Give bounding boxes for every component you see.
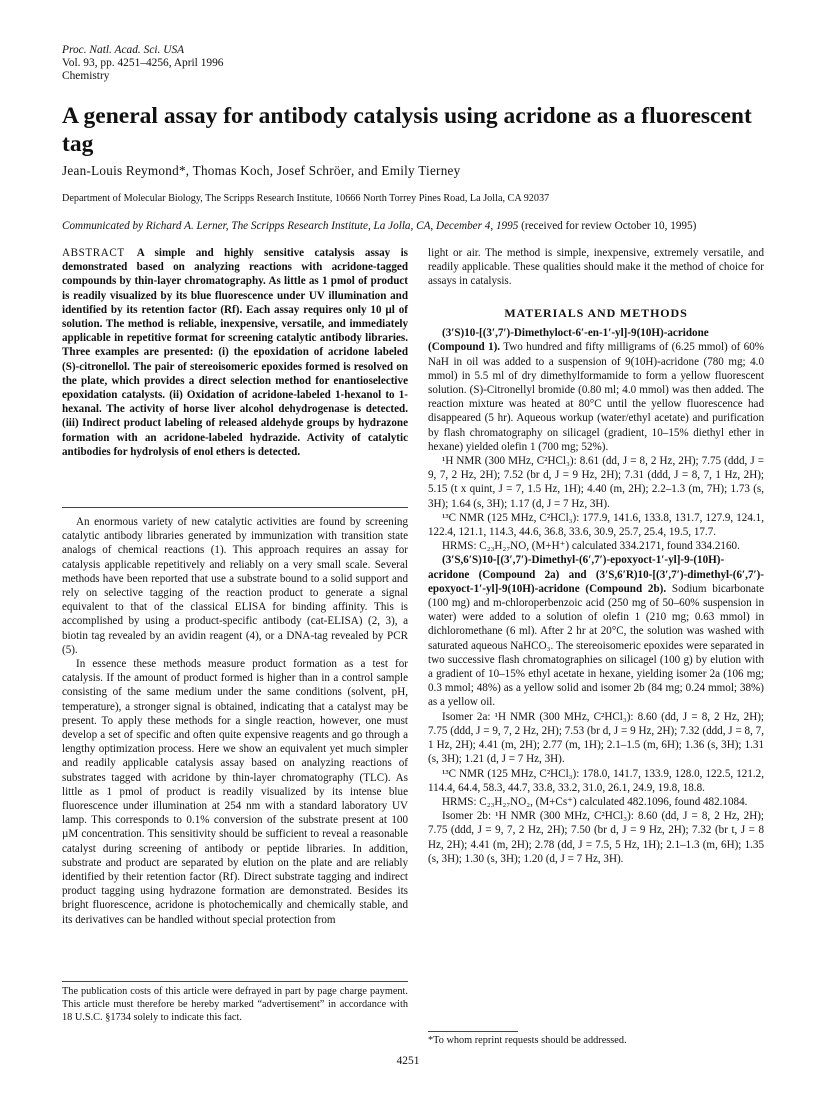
isomer-2a-cnmr: ¹³C NMR (125 MHz, C²HCl₃): 178.0, 141.7, 133.9, 128.0, 122.5, 121.2, 114.4, 64.4, 58.3, 44.7, 33.8, 33.2, 31.0, 26.1, 24.9, 19.8, 18.8. — [428, 767, 764, 794]
journal-header — [62, 44, 223, 84]
page-number: 4251 — [396, 1055, 420, 1067]
isomer-2b-hnmr: Isomer 2b: ¹H NMR (300 MHz, C²HCl₃): 8.60 (dd, J = 8, 2 Hz, 2H); 7.75 (ddd, J = 9, 7, 2 Hz, 2H); 7.50 (br d, J = 9 Hz, 2H); 7.32 (br t, J = 8 Hz, 2H); 4.41 (m, 2H); 2.78 (dd, J = 7.5, 5 Hz, 1H); 2.1–1.3 (m, 6H); 1.35 (s, 3H); 1.30 (s, 3H); 1.20 (d, J = 7 Hz, 3H). — [428, 810, 764, 865]
abstract — [62, 246, 408, 459]
intro-continuation: light or air. The method is simple, inexpensive, extremely versatile, and readily applicable. These qualities should make it the method of choice for assays in catalysis. — [428, 247, 764, 288]
isomer-2a-hrms: HRMS: C₂₃H₂₇NO₂, (M+Cs⁺) calculated 482.1096, found 482.1084. — [442, 795, 748, 808]
intro-paragraph-2: In essence these methods measure product formation as a test for catalysis. If the amount of product formed is higher than in a control sample consisting of the same medium under the same conditions (solvent, pH, temperature), a stronger signal is obtained, indicating that a catalyst may be present. To apply these methods for a single reaction, however, one must develop a set of specific and often quite expensive reagents and go through a lengthy optimization process. Here we show an equivalent yet much simpler and readily applicable catalysis assay based on analyzing reactions of substrates tagged with acridone by thin-layer chromatography (TLC). As little as 1 pmol of product is readily visualized by its intense blue fluorescence under illumination at 254 nm with a standard laboratory UV lamp. This corresponds to 0.1% conversion of the substrate present at 100 µM concentration. This sensitivity should be sufficient to reveal a reasonable catalyst during screening of antibody or peptide libraries. In addition, substrate and product are separated by elution on the plate and are reliably identified by their retention factor (Rf). Direct substrate tagging and indirect product tagging using hydrazone formation are demonstrated. Besides its bright fluorescence, acridone is photochemically and chemically stable, and its derivatives can be handled without special protection from — [62, 658, 408, 926]
abstract-label: ABSTRACT — [62, 247, 125, 259]
compound-2-title: (3′S,6′S)10-[(3′,7′)-Dimethyl-(6′,7′)-epoxyoct-1′-yl]-9-(10H)-acridone (Compound 2a) and (3′S,6′R)10-[(3′,7′)-dimethyl-(6′,7′)-epoxyoct-1′-yl]-9(10H)-acridone (Compound 2b). — [428, 554, 764, 595]
intro-paragraph-1: An enormous variety of new catalytic activities are found by screening catalytic antibody libraries generated by immunization with transition state analogs of chemical reactions (1). This approach requires an assay for catalysis applicable repetitively and reliably on a very small scale. Several methods have been reported that use a substrate bound to a solid support and rely on selective tagging of the reaction product to generate a signal equivalent to that of the classical ELISA for binding affinity. This is accomplished by using a product-specific antibody (cat-ELISA) (2, 3), a biotin tag revealed by an avidin reagent (4), or a DNA-tag revealed by PCR (5). — [62, 516, 408, 656]
compound-1-hrms: HRMS: C₂₃H₂₇NO, (M+H⁺) calculated 334.2171, found 334.2160. — [442, 540, 740, 553]
abstract-text: A simple and highly sensitive catalysis assay is demonstrated based on analyzing reactions with acridone-tagged compounds by thin-layer chromatography. As little as 1 pmol of product is readily visualized by its blue fluorescence under UV illumination and identified by its retention factor (Rf). Each assay requires only 10 µl of solution. The method is reliable, inexpensive, versatile, and immediately applicable in repetitive format for screening catalytic antibody libraries. Three examples are presented: (i) the epoxidation of acridone labeled (S)-citronellol. The pair of stereoisomeric epoxides formed is resolved on the plate, which provides a direct selection method for enantioselective epoxidation catalysts. (ii) Oxidation of acridone-labeled 1-hexanol to 1-hexanal. The activity of horse liver alcohol dehydrogenase is detected. (iii) Indirect product labeling of released aldehyde groups by hydrazone formation with an acridone-labeled hydrazide. Activity of catalytic antibodies for hydrolysis of enol ethers is detected. — [62, 247, 408, 458]
abstract-divider — [62, 507, 408, 508]
journal-name: Proc. Natl. Acad. Sci. USA — [62, 44, 185, 56]
footnote-divider-left — [62, 981, 408, 982]
compound-1-text: Two hundred and fifty milligrams of (6.25 mmol) of 60% NaH in oil was added to a suspension of 9(10H)-acridone (780 mg; 4.0 mmol) in 5.5 ml of dry dimethylformamide to form a yellow fluorescent solution. (S)-Citronellyl bromide (0.80 ml; 4.0 mmol) was then added. The reaction mixture was heated at 80°C until the yellow fluorescence had disappeared (5 hr). Aqueous workup (water/ethyl acetate) and purification by flash chromatography on silicagel (gradient, 10–15% diethyl ether in hexane) yielded olefin 1 (700 mg; 52%). — [428, 341, 765, 453]
introduction — [62, 515, 408, 927]
footnote-divider-right — [428, 1031, 518, 1032]
materials-and-methods — [428, 300, 764, 866]
compound-1-hnmr: ¹H NMR (300 MHz, C²HCl₃): 8.61 (dd, J = 8, 2 Hz, 2H); 7.75 (ddd, J = 9, 7, 2 Hz, 2H); 7.52 (br d, J = 9 Hz, 2H); 7.31 (ddd, J = 8, 7, 1 Hz, 2H); 5.15 (t x quint, J = 7, 1.5 Hz, 1H); 4.40 (m, 2H); 2.2–1.3 (m, 7H); 1.73 (s, 3H); 1.64 (s, 3H); 1.17 (d, J = 7 Hz, 3H). — [428, 455, 764, 510]
affiliation: Department of Molecular Biology, The Scripps Research Institute, 10666 North Torrey Pines Road, La Jolla, CA 92037 — [62, 193, 550, 204]
compound-1-title: (3′S)10-[(3′,7′)-Dimethyloct-6′-en-1′-yl]-9(10H)-acridone (Compound 1). — [428, 327, 709, 354]
communicated-line — [62, 220, 696, 232]
journal-section: Chemistry — [62, 70, 110, 83]
compound-2-text: Sodium bicarbonate (100 mg) and m-chloroperbenzoic acid (250 mg of 50–60% suspension in water) were added to a solution of olefin 1 (210 mg; 0.63 mmol) in dichloromethane (6 ml). After 2 hr at 20°C, the solution was washed with saturated aqueous NaHCO₃. The stereoisomeric epoxides were separated in two successive flash chromatographies on silicagel (100 g) by elution with a gradient of 10–15% ethyl acetate in hexane, yielding isomer 2a (106 mg; 0.3 mmol; 48%) as a yellow solid and isomer 2b (84 mg; 0.24 mmol; 38%) as a yellow oil. — [428, 582, 764, 709]
volume-info: Vol. 93, pp. 4251–4256, April 1996 — [62, 57, 224, 70]
received-date: (received for review October 10, 1995) — [521, 220, 697, 232]
compound-1-cnmr: ¹³C NMR (125 MHz, C²HCl₃): 177.9, 141.6, 133.8, 131.7, 127.9, 124.1, 122.4, 121.1, 114.3, 44.6, 36.8, 33.6, 30.9, 25.7, 25.4, 19.5, 17.7. — [428, 511, 764, 539]
communicated-text: Communicated by Richard A. Lerner, The Scripps Research Institute, La Jolla, CA, December 4, 1995 — [62, 220, 522, 232]
reprint-footnote: *To whom reprint requests should be addressed. — [428, 1035, 627, 1046]
compound-1-paragraph — [428, 326, 764, 454]
authors: Jean-Louis Reymond*, Thomas Koch, Josef Schröer, and Emily Tierney — [62, 163, 461, 178]
section-heading: MATERIALS AND METHODS — [504, 306, 688, 320]
compound-2-paragraph — [428, 553, 764, 709]
publication-cost-footnote: The publication costs of this article were defrayed in part by page charge payment. This article must therefore be hereby marked “advertisement” in accordance with 18 U.S.C. §1734 solely to indicate this fact. — [62, 986, 408, 1024]
article-title: A general assay for antibody catalysis using acridone as a fluorescent tag — [62, 103, 752, 157]
isomer-2a-hnmr: Isomer 2a: ¹H NMR (300 MHz, C²HCl₃): 8.60 (dd, J = 8, 2 Hz, 2H); 7.75 (ddd, J = 9, 7, 2 Hz, 2H); 7.53 (br d, J = 9 Hz, 2H); 7.32 (ddd, J = 8, 7, 1 Hz, 2H); 4.41 (m, 2H); 2.77 (m, 1H); 2.1–1.5 (m, 6H); 1.36 (s, 3H); 1.31 (s, 3H); 1.21 (d, J = 7 Hz, 3H). — [428, 710, 764, 766]
